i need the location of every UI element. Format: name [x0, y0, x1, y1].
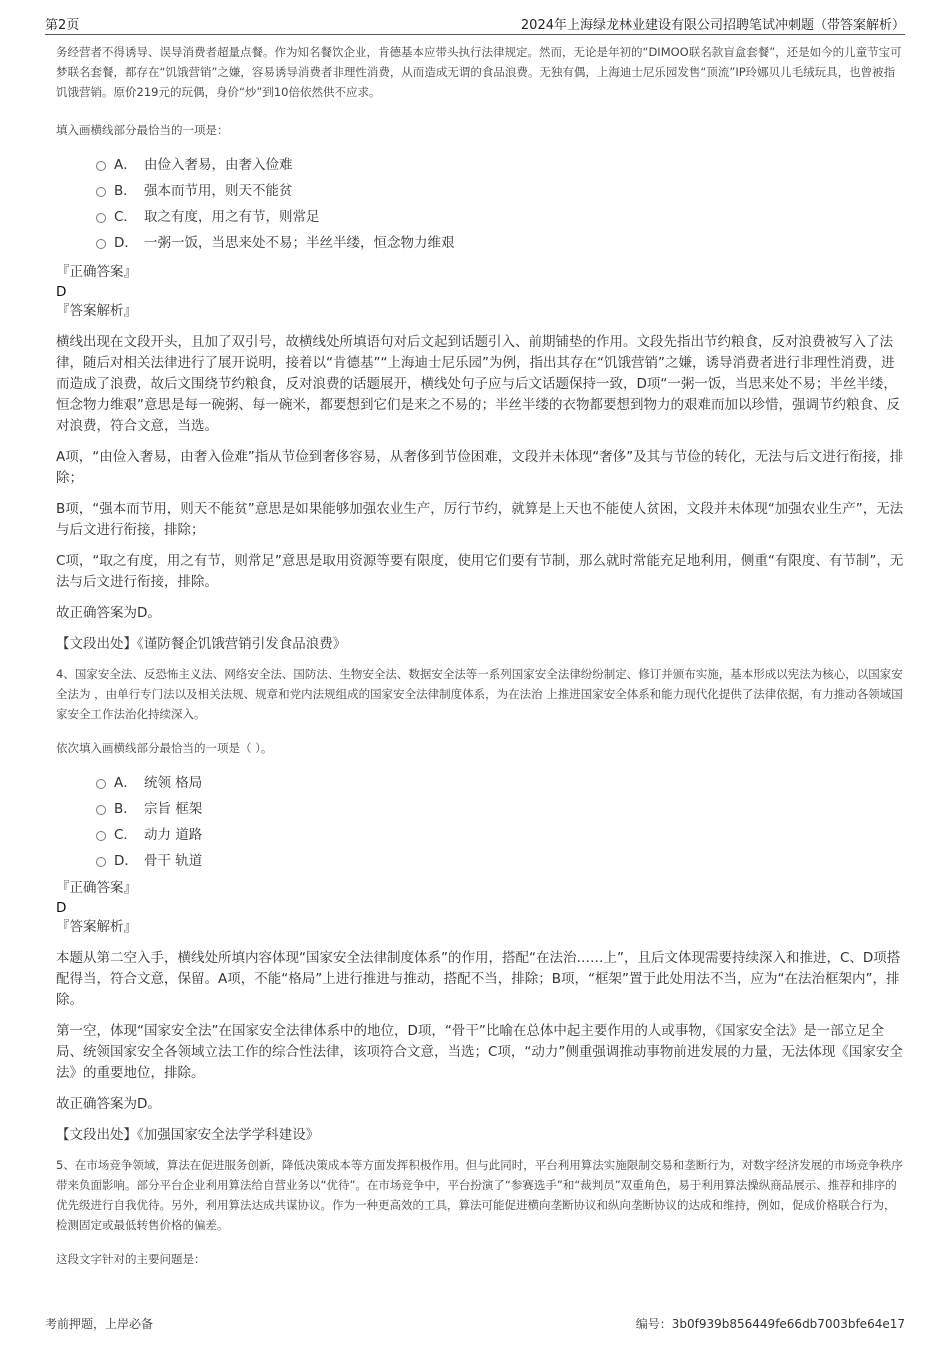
- document-code: 编号：3b0f939b856449fe66db7003bfe64e17: [635, 1317, 905, 1331]
- q3-option-d[interactable]: D． 一粥一饭，当思来处不易；半丝半缕，恒念物力维艰: [56, 230, 904, 256]
- q4-option-b[interactable]: B． 宗旨 框架: [56, 796, 904, 822]
- q3-options: [56, 152, 904, 256]
- q3-analysis-3: B项，“强本而节用，则天不能贫”意思是如果能够加强农业生产，厉行节约，就算是上天也不能使人贫困，文段并未体现“加强农业生产”，无法与后文进行衔接，排除；: [56, 501, 904, 538]
- q4-options: [56, 770, 904, 874]
- q4-option-d[interactable]: D． 骨干 轨道: [56, 848, 904, 874]
- q3-analysis-tag: 『答案解析』: [56, 303, 137, 319]
- q5-passage: 5、在市场竞争领域，算法在促进服务创新，降低决策成本等方面发挥积极作用。但与此同时，平台利用算法实施限制交易和垄断行为，对数字经济发展的市场竞争秩序带来负面影响。部分平台企业利用算法给自营业务以“优待”。在市场竞争中，平台扮演了“参赛选手”和“裁判员”双重角色，易于利用算法操纵商品展示、推荐和排序的优先级进行自我优待。另外，利用算法达成共谋协议。作为一种更高效的工具，算法可能促进横向垄断协议和纵向垄断协议的达成和维持，例如，促成价格联合行为，检测固定或最低转售价格的偏差。: [56, 1158, 903, 1232]
- q3-answer: D: [56, 284, 67, 300]
- q4-option-c[interactable]: C． 动力 道路: [56, 822, 904, 848]
- page-footer: [45, 1315, 905, 1332]
- q4-passage: 4、国家安全法、反恐怖主义法、网络安全法、国防法、生物安全法、数据安全法等一系列国家安全法律纷纷制定、修订并颁布实施，基本形成以宪法为核心，以国家安全法为 ，由单行专门法以及相关法规、规章和党内法规组成的国家安全法律制度体系，为在法治 上推进国家安全体系和能力现代化提供了法律依据，有力推动各领域国家安全工作法治化持续深入。: [56, 667, 903, 721]
- document-title: 2024年上海绿龙林业建设有限公司招聘笔试冲刺题（带答案解析）: [520, 18, 905, 33]
- q3-analysis-2: A项，“由俭入奢易，由奢入俭难”指从节俭到奢侈容易，从奢侈到节俭困难，文段并未体现“奢侈”及其与节俭的转化，无法与后文进行衔接，排除；: [56, 449, 904, 486]
- q4-source: 【文段出处】《加强国家安全法学学科建设》: [56, 1127, 320, 1143]
- page-number: 第2页: [45, 18, 80, 33]
- radio-icon[interactable]: [96, 239, 106, 249]
- radio-icon[interactable]: [96, 857, 106, 867]
- q3-prompt: 填入画横线部分最恰当的一项是：: [56, 123, 229, 137]
- q4-answer: D: [56, 900, 67, 916]
- q4-conclusion: 故正确答案为D。: [56, 1096, 161, 1112]
- q3-passage: 务经营者不得诱导、误导消费者超量点餐。作为知名餐饮企业，肯德基本应带头执行法律规定。然而，无论是年初的“DIMOO联名款盲盒套餐”，还是如今的儿童节宝可梦联名套餐，都存在“饥饿营销”之嫌，容易诱导消费者非理性消费，从而造成无谓的食品浪费。无独有偶，上海迪士尼乐园发售“顶流”IP玲娜贝儿毛绒玩具，也曾被指饥饿营销。原价219元的玩偶，身价“炒”到10倍依然供不应求。: [56, 45, 902, 99]
- q3-option-c[interactable]: C． 取之有度，用之有节，则常足: [56, 204, 904, 230]
- q4-analysis-tag: 『答案解析』: [56, 919, 137, 935]
- q3-analysis-4: C项，“取之有度，用之有节，则常足”意思是取用资源等要有限度，使用它们要有节制，那么就时常能充足地利用，侧重“有限度、有节制”，无法与后文进行衔接，排除。: [56, 553, 904, 590]
- radio-icon[interactable]: [96, 805, 106, 815]
- q4-analysis-1: 本题从第二空入手，横线处所填内容体现“国家安全法律制度体系”的作用，搭配“在法治……上”，且后文体现需要持续深入和推进，C、D项搭配得当，符合文意，保留。A项，不能“格局”上进行推进与推动，搭配不当，排除；B项，“框架”置于此处用法不当，应为“在法治框架内”，排除。: [56, 950, 901, 1008]
- q4-option-a[interactable]: A． 统领 格局: [56, 770, 904, 796]
- footer-slogan: 考前押题，上岸必备: [45, 1317, 154, 1331]
- q3-analysis-1: 横线出现在文段开头，且加了双引号，故横线处所填语句对后文起到话题引入、前期铺垫的作用。文段先指出节约粮食，反对浪费被写入了法律，随后对相关法律进行了展开说明，接着以“肯德基”“上海迪士尼乐园”为例，指出其存在“饥饿营销”之嫌，诱导消费者进行非理性消费，进而造成了浪费，故后文围绕节约粮食，反对浪费的话题展开，横线处句子应与后文话题保持一致，D项“一粥一饭，当思来处不易；半丝半缕，恒念物力维艰”意思是每一碗粥、每一碗米，都要想到它们是来之不易的；半丝半缕的衣物都要想到物力的艰难而加以珍惜，强调节约粮食、反对浪费，符合文意，当选。: [56, 334, 900, 434]
- q4-answer-tag: 『正确答案』: [56, 880, 137, 896]
- q3-source: 【文段出处】《谨防餐企饥饿营销引发食品浪费》: [56, 636, 347, 652]
- q3-conclusion: 故正确答案为D。: [56, 605, 161, 621]
- q4-analysis-2: 第一空，体现“国家安全法”在国家安全法律体系中的地位，D项，“骨干”比喻在总体中起主要作用的人或事物，《国家安全法》是一部立足全局、统领国家安全各领域立法工作的综合性法律，该项符合文意，当选；C项，“动力”侧重强调推动事物前进发展的力量，无法体现《国家安全法》的重要地位，排除。: [56, 1023, 903, 1081]
- radio-icon[interactable]: [96, 213, 106, 223]
- page-header: [45, 10, 905, 35]
- q4-prompt: 依次填入画横线部分最恰当的一项是（ ）。: [56, 741, 273, 755]
- q3-answer-tag: 『正确答案』: [56, 264, 137, 280]
- q5-prompt: 这段文字针对的主要问题是：: [56, 1252, 206, 1266]
- radio-icon[interactable]: [96, 187, 106, 197]
- q3-option-b[interactable]: B． 强本而节用，则天不能贫: [56, 178, 904, 204]
- radio-icon[interactable]: [96, 831, 106, 841]
- radio-icon[interactable]: [96, 161, 106, 171]
- q3-option-a[interactable]: A． 由俭入奢易，由奢入俭难: [56, 152, 904, 178]
- radio-icon[interactable]: [96, 779, 106, 789]
- main-content: [56, 42, 904, 1267]
